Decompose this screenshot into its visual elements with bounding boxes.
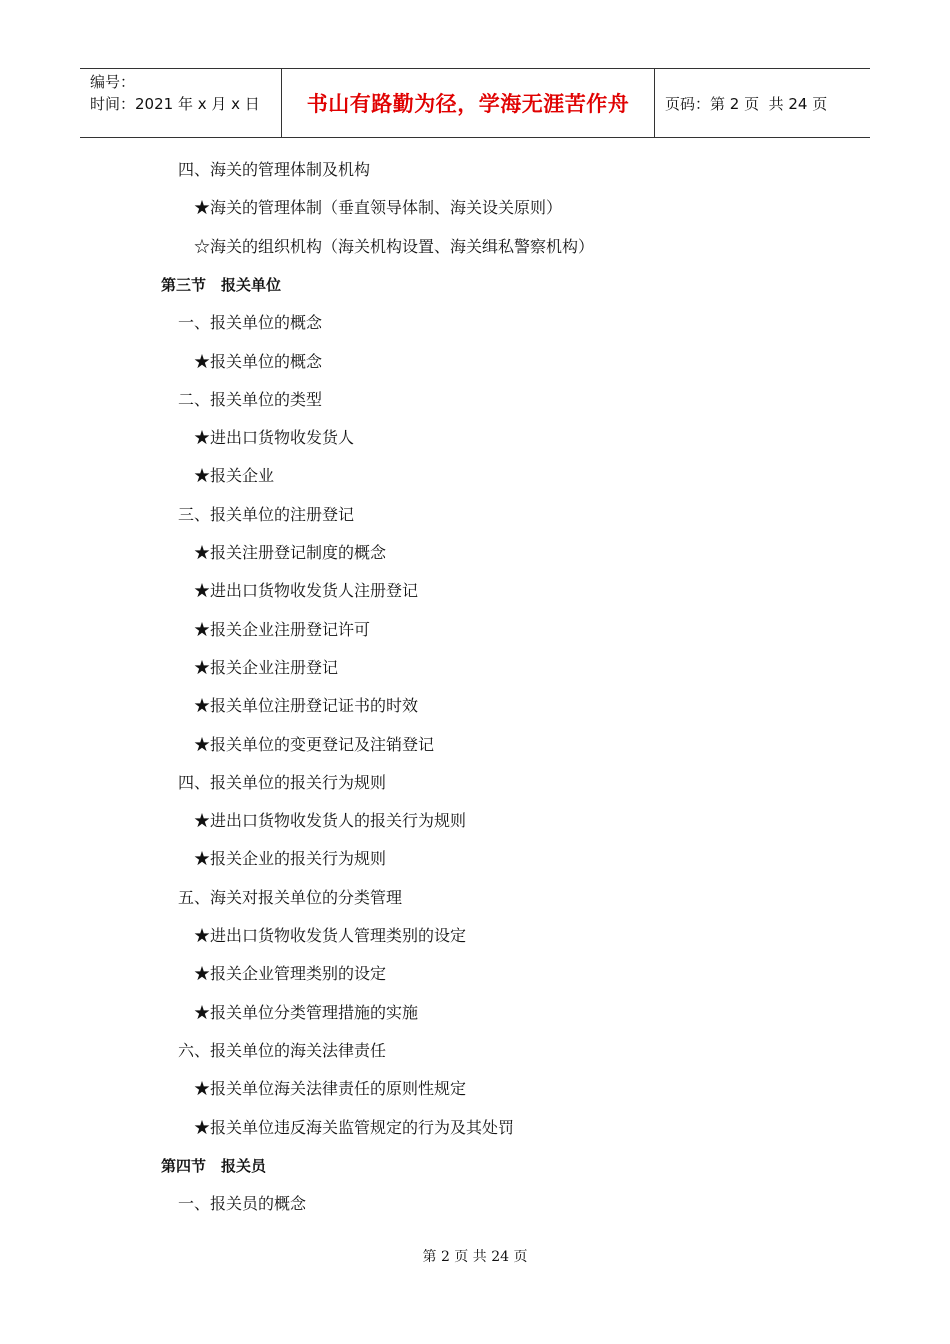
outline-subitem: ★报关企业的报关行为规则 <box>194 849 387 869</box>
outline-subitem: ★报关企业注册登记 <box>194 657 339 677</box>
header-motto: 书山有路勤为径，学海无涯苦作舟 <box>282 69 655 137</box>
outline-subitem: ★报关单位海关法律责任的原则性规定 <box>194 1079 467 1099</box>
section-heading: 第四节 报关员 <box>161 1156 267 1175</box>
doc-time-label: 时间：2021 年 x 月 x 日 <box>90 95 260 113</box>
outline-subitem: ★报关单位的变更登记及注销登记 <box>194 734 435 754</box>
outline-item: 六、报关单位的海关法律责任 <box>178 1040 387 1060</box>
outline-item: 四、海关的管理体制及机构 <box>178 160 371 179</box>
outline-subitem: ★进出口货物收发货人 <box>194 428 355 448</box>
outline-item: 二、报关单位的类型 <box>178 389 323 409</box>
footer-page-number: 第 2 页 共 24 页 <box>422 1249 528 1265</box>
header-page-text: 页码：第 2 页 共 24 页 <box>665 94 828 113</box>
outline-item: 一、报关员的概念 <box>178 1194 307 1214</box>
outline-subitem: ★报关企业管理类别的设定 <box>194 964 387 984</box>
header-meta <box>80 69 282 137</box>
outline-subitem: ★报关单位注册登记证书的时效 <box>194 696 419 716</box>
outline-subitem: ★进出口货物收发货人的报关行为规则 <box>194 811 467 831</box>
outline-item: 四、报关单位的报关行为规则 <box>178 772 387 792</box>
outline-subitem: ★报关企业注册登记许可 <box>194 619 371 639</box>
outline-subitem: ★进出口货物收发货人管理类别的设定 <box>194 926 467 945</box>
outline-subitem: ★海关的管理体制（垂直领导体制、海关设关原则） <box>194 198 563 218</box>
outline-subitem: ☆海关的组织机构（海关机构设置、海关缉私警察机构） <box>194 236 595 256</box>
outline-subitem: ★报关企业 <box>194 466 275 486</box>
header-page-info <box>655 69 870 137</box>
outline-item: 一、报关单位的概念 <box>178 313 323 333</box>
outline-item: 三、报关单位的注册登记 <box>178 504 355 524</box>
section-heading: 第三节 报关单位 <box>161 275 282 294</box>
outline-subitem: ★报关单位分类管理措施的实施 <box>194 1002 419 1022</box>
outline-subitem: ★报关单位违反海关监管规定的行为及其处罚 <box>194 1117 515 1137</box>
doc-number-label: 编号： <box>90 73 136 91</box>
page-header <box>80 68 870 138</box>
outline-item: 五、海关对报关单位的分类管理 <box>178 887 403 907</box>
outline-subitem: ★进出口货物收发货人注册登记 <box>194 581 419 601</box>
outline-subitem: ★报关单位的概念 <box>194 351 323 371</box>
page-footer <box>0 1246 950 1266</box>
outline-subitem: ★报关注册登记制度的概念 <box>194 543 387 562</box>
